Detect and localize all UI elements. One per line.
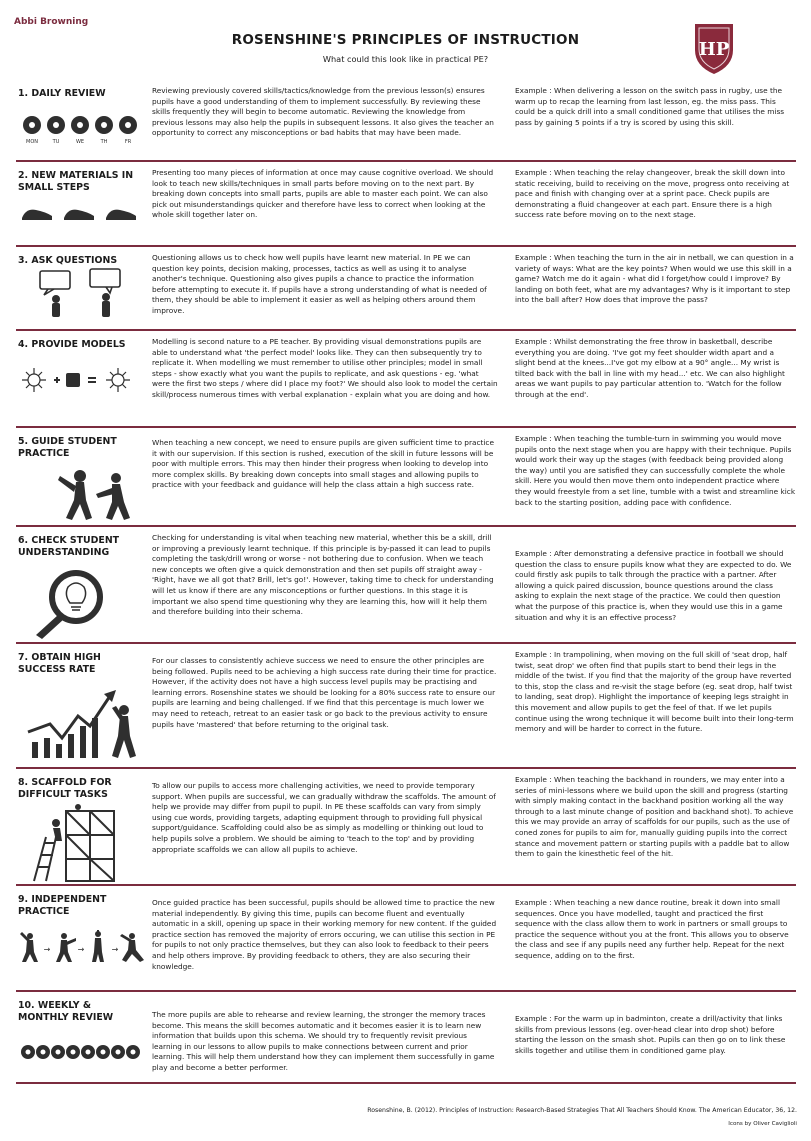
section-example: Example : When teaching the tumble-turn in swimming you would move pupils onto the next stage when you are happy with their technique. Pupils would work their way up the stages (with feedback being provided along the way) until you are satisfied they can successfully complete the whole skill. Here you would then move them onto independent practice where they would freestyle from a set line, tumble with a twist and streamline kick back to the starting position, adding pace with confidence.	[515, 434, 796, 507]
review-heads-icon	[20, 1040, 144, 1066]
section-body: To allow our pupils to access more challenging activities, we need to provide temporary support. When pupils are successful, we can gradually withdraw the scaffolds. The amount of help we provide may differ from pupil to pupil. In PE these scaffolds can vary from simply using cue words, providing targets, adapting equipment through to providing full physical support/guidance. Scaffolding could also be as simply as modelling or thinking out loud to help pupils solve a problem. We should be aiming to 'teach to the top' and by providing appropriate scaffolds we can allow all pupils to achieve.	[152, 781, 496, 854]
section-obtain-high-success-rate	[16, 644, 796, 769]
section-example: Example : For the warm up in badminton, create a drill/activity that links skills from previous lessons (eg. over-head clear into drop shot) before starting the lesson on the smash shot. Pupils can then go on to link these skills together and utilise them in conditioned game play.	[515, 1014, 786, 1055]
speech-bubbles-icon	[20, 267, 144, 319]
section-provide-models	[16, 331, 796, 428]
section-ask-questions	[16, 247, 796, 331]
section-body: Modelling is second nature to a PE teacher. By providing visual demonstrations pupils are able to understand what 'the perfect model' looks like. They can then subsequently try to replicate it. When modelling we must remember to utilise other principles; model in small steps - show exactly what you want the pupils to replicate, and ask questions - eg. 'what were the first two steps / where did I place my foot?' We should also look to model the certain skill/process numerous times with verbal explanation - explain what you are doing and how.	[152, 337, 498, 399]
section-title: 10. WEEKLY & MONTHLY REVIEW	[18, 1000, 114, 1023]
daily-review-icon	[20, 113, 144, 147]
svg-text:→: →	[77, 945, 85, 954]
day-label: TH	[100, 139, 108, 145]
section-body: Presenting too many pieces of information at once may cause cognitive overload. We should look to teach new skills/techniques in small parts before moving on to the next part. By breaking down concepts into small parts, pupils are able to master each point. We can also pick out misunderstandings quicker and therefore have less to correct when looking at the whole skill together later on.	[152, 168, 494, 220]
footer-icons-credit: Icons by Oliver Caviglioli	[728, 1121, 797, 1127]
section-title: 8. SCAFFOLD FOR DIFFICULT TASKS	[18, 777, 112, 800]
guided-practice-icon	[20, 466, 144, 522]
author-name: Abbi Browning	[14, 17, 89, 27]
section-example: Example : When delivering a lesson on the switch pass in rugby, use the warm up to recap the learning from last lesson, eg. the miss pass. This could be a quick drill into a small conditioned game that utilises the miss pass by gaining 5 points if a try is scored by using this skill.	[515, 86, 785, 127]
section-body: For our classes to consistently achieve success we need to ensure the other principles are being followed. Pupils need to be achieving a high success rate during their time for practice. However, if the activity does not have a high success level pupils may be practising and learning errors. Rosenshine states we should be looking for a 80% success rate to ensure our pupils are learning and being challenged. If we find that this percentage is much lower we may need to reteach, retreat to an easier task or go back to the previous activity to ensure pupils have 'mastered' that before returning to the original task.	[152, 656, 497, 729]
section-body: Once guided practice has been successful, pupils should be allowed time to practice the new material independently. By giving this time, pupils can become fluent and eventually automatic in a skill, opening up space in their working memory for new content. If the guided practice section has removed the majority of errors occuring, we can utilise this section in PE for pupils to not only practice themselves, but they can also look to feedback to their peers and help others improve. By providing feedback to others, they are also securing their knowledge.	[152, 898, 497, 971]
section-check-student-understanding	[16, 527, 796, 644]
section-title: 3. ASK QUESTIONS	[18, 255, 118, 266]
section-title: 5. GUIDE STUDENT PRACTICE	[18, 436, 117, 459]
section-daily-review	[16, 80, 796, 162]
section-example: Example : When teaching the turn in the air in netball, we can question in a variety of ways: What are the key points? When would we use this skill in a game? Watch me do it again - what did I forget/how could I improve? By landing on both feet, what are my advantages? Why is it important to step into the ball after? How does that improve the pass?	[515, 253, 794, 305]
section-body: The more pupils are able to rehearse and review learning, the stronger the memory traces become. This means the skill becomes automatic and it becomes easier it is to learn new information that builds upon this schema. We should try to frequently revisit previous learning in our lessons to allow pupils to make connections between current and prior learning. This will help them understand how they can implement them successfully in game play and become a better performer.	[152, 1010, 495, 1072]
svg-text:→: →	[43, 945, 51, 954]
section-example: Example : When teaching the backhand in rounders, we may enter into a series of mini-lessons where we build upon the skill and progress (starting with simply making contact in the backhand position working all the way through to a last minute change of position and backhand shot). To achieve this we may provide an array of scaffolds for our pupils, such as the use of coned zones for pupils to aim for, manually guiding pupils into the correct stance and movement pattern or starting pupils with a paddle bat to allow them to gain the kinesthetic feel of the hit.	[515, 775, 794, 859]
growth-chart-icon	[20, 682, 144, 762]
footsteps-icon	[20, 202, 144, 226]
magnifier-lightbulb-icon	[20, 563, 144, 639]
section-example: Example : When teaching a new dance routine, break it down into small sequences. Once you have modelled, taught and practiced the first sequence with the class allow them to work in partners or small groups to practice the sequence without you at the front. This allows you to observe the class and see if any pupils need any further help. Repeat for the next sequence, adding on to the first.	[515, 898, 789, 960]
page-subtitle: What could this look like in practical PE?	[322, 54, 489, 64]
day-label: MON	[26, 139, 38, 145]
section-independent-practice	[16, 886, 796, 992]
day-label: TU	[52, 139, 60, 145]
section-body: Questioning allows us to check how well pupils have learnt new material. In PE we can question key points, decision making, processes, tactics as well as using it to analyse another's technique. Questioning also gives pupils a chance to practice the information before attempting to execute it. If pupils have a strong understanding of what is needed of them, they should be able to implement it easier as well as helping others around them improve.	[152, 253, 487, 315]
scaffold-icon	[20, 803, 144, 883]
dance-sequence-icon	[20, 930, 144, 964]
section-weekly-monthly-review	[16, 992, 796, 1084]
principles-list	[16, 80, 796, 1084]
section-title: 6. CHECK STUDENT UNDERSTANDING	[18, 535, 120, 558]
page-title: ROSENSHINE'S PRINCIPLES OF INSTRUCTION	[231, 32, 580, 48]
section-body: Checking for understanding is vital when teaching new material, whether this be a skill, drill or improving a previously learnt technique. If this principle is by-passed it can lead to pupils completing the task/drill wrong or worse - not bothering due to confusion. When we teach new concepts we often give a quick demonstration and then set pupils off straight away - 'Right, have we all got that? Brill, let's go!'. However, taking time to check for understanding will let us know if there are any misconceptions or further questions. In this stage it is important we also spend time questioning why they are learning this, how will it help them and therefore building into their schema.	[152, 533, 494, 617]
crest-letters: HP	[698, 39, 730, 60]
section-title: 9. INDEPENDENT PRACTICE	[18, 894, 107, 917]
section-title: 1. DAILY REVIEW	[18, 88, 106, 99]
svg-text:→: →	[111, 945, 119, 954]
section-scaffold-for-difficult-tasks	[16, 769, 796, 886]
model-icon	[20, 367, 144, 393]
section-example: Example : In trampolining, when moving on the full skill of 'seat drop, half twist, seat drop' we often find that pupils start to bend their legs in the middle of the twist. If you find that the majority of the group have reverted to this, stop the class and re-visit the stage before (eg. seat drop, half twist to landing, seat drop). Highlight the importance of keeping legs straight in this movement and allow pupils to get the feel of that. If we let pupils continue using the wrong technique it will become built into their long-term memory and will be harder to correct in the future.	[515, 650, 794, 734]
section-title: 4. PROVIDE MODELS	[18, 339, 126, 350]
school-crest-icon	[691, 20, 737, 78]
section-example: Example : When teaching the relay changeover, break the skill down into static receiving, build to receiving on the move, progress onto receiving at pace and finish with changing over at a sprint pace. Check pupils are demonstrating a fluid changeover at each part. Ensure there is a high success rate before moving on to the next stage.	[515, 168, 790, 220]
section-title: 7. OBTAIN HIGH SUCCESS RATE	[18, 652, 101, 675]
section-new-materials	[16, 162, 796, 247]
section-example: Example : After demonstrating a defensive practice in football we should question the class to ensure pupils know what they are expected to do. We could firstly ask pupils to talk through the practice with a partner. After allowing a quick paired discussion, bounce questions around the class asking to explain the next stage of the practice. We could then question what the purpose of this practice is, when they would use this in a game situation and why it is an effective process?	[515, 549, 792, 622]
section-guide-student-practice	[16, 428, 796, 527]
section-body: When teaching a new concept, we need to ensure pupils are given sufficient time to practice it with our supervision. If this section is rushed, execution of the skill in future lessons will be poor with multiple errors. This may then hinder their progress when looking to develop into more complex skills. By breaking down concepts into small stages and allowing pupils to practice with your feedback and guidance will help the class attain a high success rate.	[152, 438, 494, 490]
section-example: Example : Whilst demonstrating the free throw in basketball, describe everything you are doing. 'I've got my feet shoulder width apart and a slight bend at the knees...I've got my elbow at a 90° angle... My wrist is tilted back with the ball in line with my head...' etc. We can also highlight areas we want pupils to pay particular attention to. 'Watch for the follow through at the end'.	[515, 337, 785, 399]
day-label: WE	[75, 139, 85, 145]
day-label: FR	[124, 139, 132, 145]
section-title: 2. NEW MATERIALS IN SMALL STEPS	[18, 170, 134, 193]
section-body: Reviewing previously covered skills/tactics/knowledge from the previous lesson(s) ensures pupils have a good understanding of them to implement successfully. By reviewing these skills frequently they will begin to become automatic. Reviewing the knowledge from previous lessons may also help the pupils in subsequent lessons. It also gives the teacher an opportunity to correct any misconceptions or bad habits that may have been made.	[152, 86, 494, 138]
footer-reference: Rosenshine, B. (2012). Principles of Instruction: Research-Based Strategies That All Teachers Should Know. The American Educator, 36, 12.	[367, 1107, 797, 1114]
